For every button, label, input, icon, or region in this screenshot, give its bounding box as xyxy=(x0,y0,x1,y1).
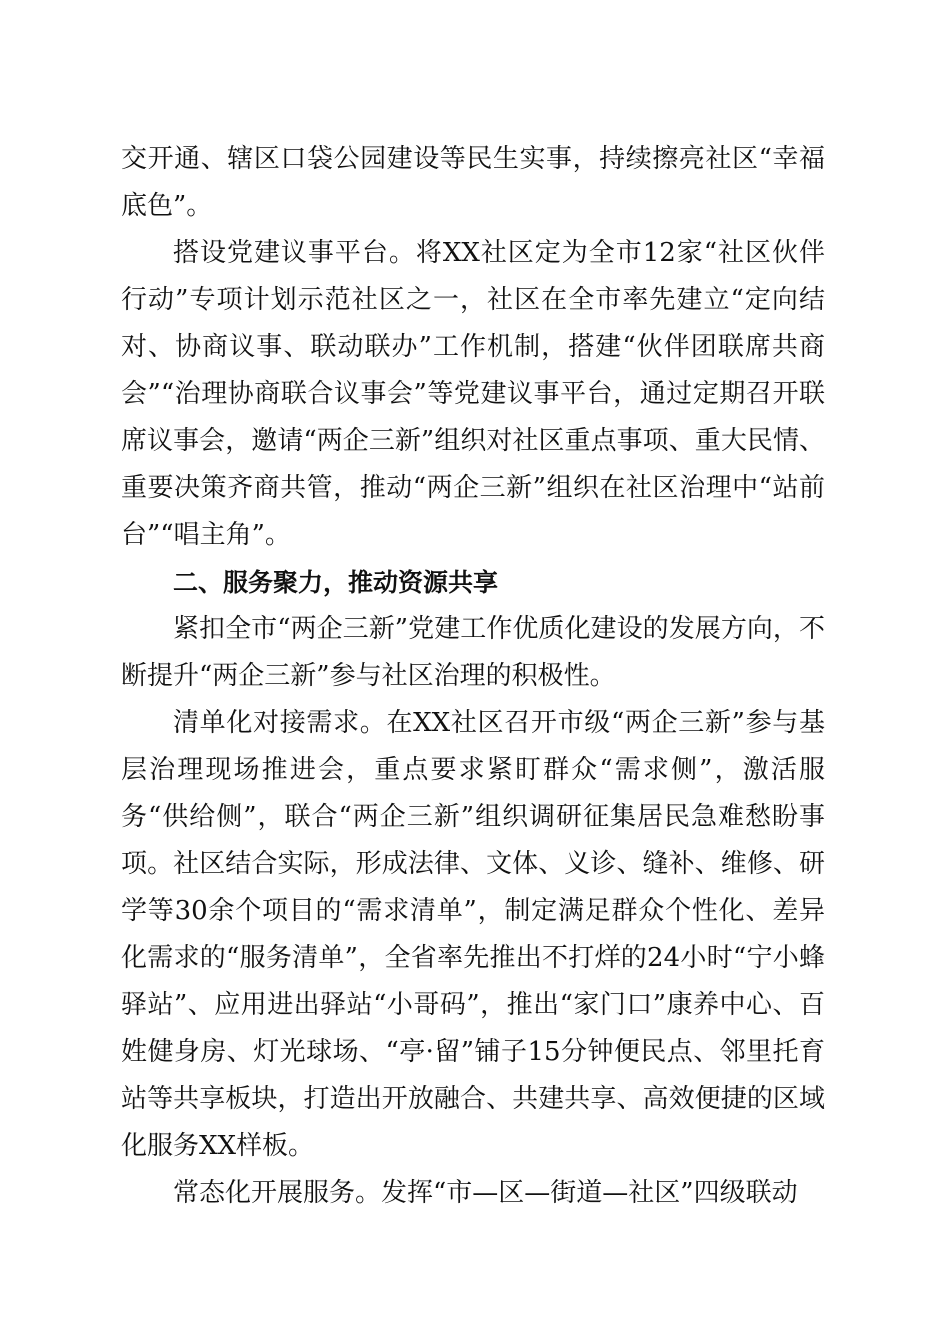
paragraph-continuation: 交开通、辖区口袋公园建设等民生实事，持续擦亮社区“幸福底色”。 xyxy=(121,144,825,221)
paragraph-section-intro: 紧扣全市“两企三新”党建工作优质化建设的发展方向，不断提升“两企三新”参与社区治理的积极性。 xyxy=(121,614,825,691)
paragraph-demand-list: 清单化对接需求。在XX社区召开市级“两企三新”参与基层治理现场推进会，重点要求紧盯群众“需求侧”，激活服务“供给侧”，联合“两企三新”组织调研征集居民急难愁盼事项。社区结合实际，形成法律、文体、义诊、缝补、维修、研学等30余个项目的“需求清单”，制定满足群众个性化、差异化需求的“服务清单”，全省率先推出不打烊的24小时“宁小蜂驿站”、应用进出驿站“小哥码”，推出“家门口”康养中心、百姓健身房、灯光球场、“亭·留”铺子15分钟便民点、邻里托育站等共享板块，打造出开放融合、共建共享、高效便捷的区域化服务XX样板。 xyxy=(121,708,825,1161)
paragraph-regular-service: 常态化开展服务。发挥“市—区—街道—社区”四级联动 xyxy=(173,1178,798,1208)
section-heading: 二、服务聚力，推动资源共享 xyxy=(173,568,499,597)
document-body xyxy=(121,136,825,1217)
paragraph-party-building-platform: 搭设党建议事平台。将XX社区定为全市12家“社区伙伴行动”专项计划示范社区之一，社区在全市率先建立“定向结对、协商议事、联动联办”工作机制，搭建“伙伴团联席共商会”“治理协商联合议事会”等党建议事平台，通过定期召开联席议事会，邀请“两企三新”组织对社区重点事项、重大民情、重要决策齐商共管，推动“两企三新”组织在社区治理中“站前台”“唱主角”。 xyxy=(121,238,825,550)
